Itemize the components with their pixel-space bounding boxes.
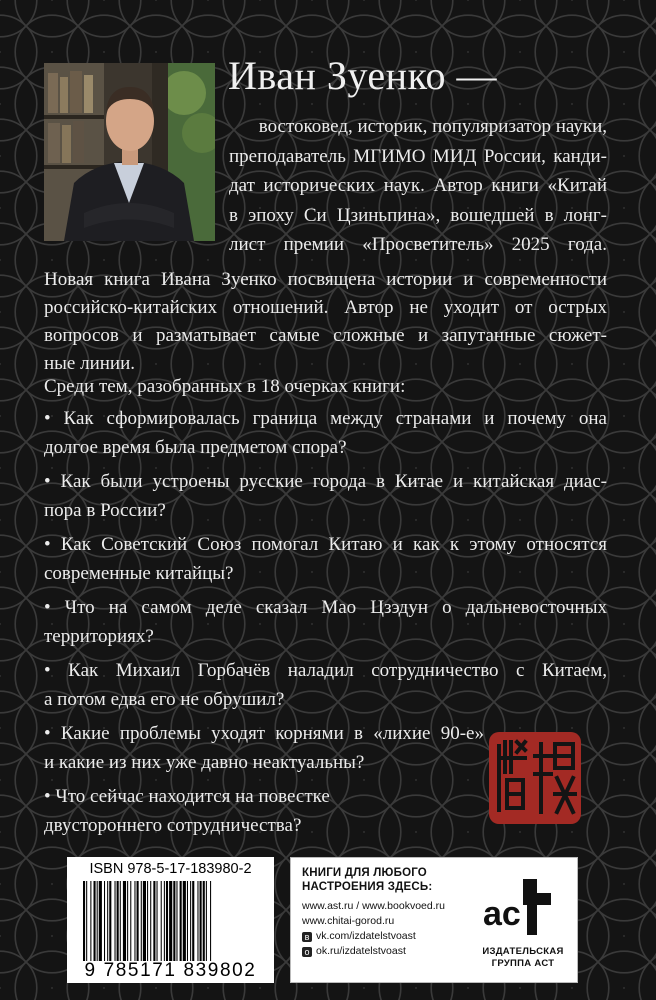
ast-logo-icon bbox=[481, 873, 561, 941]
bio-line: лист премии «Просветитель» 2025 года. bbox=[229, 234, 607, 255]
topic-item bbox=[44, 657, 607, 714]
topic-line: пора в России? bbox=[44, 499, 166, 521]
barcode-bar bbox=[203, 881, 205, 961]
topic-line: территориях? bbox=[44, 625, 154, 647]
topic-line: • Как Михаил Горбачёв наладил сотрудничество с Китаем, bbox=[44, 660, 607, 681]
barcode-bar bbox=[166, 881, 168, 961]
topics-heading: Среди тем, разобранных в 18 очерках книги: bbox=[44, 376, 406, 397]
barcode-bar bbox=[180, 881, 182, 961]
barcode-bar bbox=[99, 881, 102, 961]
topic-item bbox=[44, 720, 484, 777]
topic-line: современные китайцы? bbox=[44, 562, 234, 584]
bio-line: востоковед, историк, популяризатор науки, bbox=[258, 116, 607, 137]
promo-link[interactable]: www.ast.ru / www.bookvoed.ru bbox=[302, 900, 445, 912]
topic-item bbox=[44, 531, 607, 588]
barcode-bar bbox=[120, 881, 121, 961]
bio-line: преподаватель МГИМО МИД России, канди- bbox=[229, 145, 607, 167]
barcode-bar bbox=[210, 881, 211, 961]
barcode-bar bbox=[94, 881, 96, 961]
isbn-label: ISBN 978-5-17-183980-2 bbox=[89, 861, 252, 877]
intro-line: российско-китайских отношений. Автор не уходит от острых bbox=[44, 297, 607, 318]
topic-line: • Как были устроены русские города в Китае и китайская диас- bbox=[44, 471, 607, 492]
barcode-bar bbox=[104, 881, 105, 961]
promo-links bbox=[302, 899, 445, 959]
barcode-bar bbox=[147, 881, 148, 961]
isbn-barcode-block bbox=[67, 857, 274, 983]
bio-line: в эпоху Си Цзиньпина», вошедшей в лонг- bbox=[229, 204, 607, 226]
promo-link[interactable]: в vk.com/izdatelstvoast bbox=[302, 929, 445, 944]
topic-line: долгое время была предметом спора? bbox=[44, 436, 347, 458]
topic-line: • Как Советский Союз помогал Китаю и как к этому относятся bbox=[44, 534, 607, 555]
barcode-bar bbox=[200, 881, 202, 961]
barcode-bar bbox=[206, 881, 207, 961]
topic-item bbox=[44, 405, 607, 462]
author-photo bbox=[44, 63, 215, 241]
barcode-bar bbox=[157, 881, 158, 961]
intro-line: Новая книга Ивана Зуенко посвящена истории и современности bbox=[44, 269, 607, 290]
barcode-bar bbox=[164, 881, 165, 961]
topic-item bbox=[44, 783, 484, 840]
topic-line: • Как сформировалась граница между странами и почему она bbox=[44, 408, 607, 429]
publisher-name: ИЗДАТЕЛЬСКАЯ ГРУППА АСТ bbox=[482, 946, 564, 969]
topic-item bbox=[44, 594, 607, 651]
red-seal-stamp-icon bbox=[485, 728, 585, 828]
barcode-bar bbox=[107, 881, 108, 961]
ast-logo-text: ac bbox=[483, 895, 521, 933]
publisher-promo-block bbox=[290, 857, 578, 983]
promo-link[interactable]: о ok.ru/izdatelstvoast bbox=[302, 944, 445, 959]
barcode-bar bbox=[117, 881, 119, 961]
topic-line: • Что на самом деле сказал Мао Цзэдун о дальневосточных bbox=[44, 597, 607, 618]
topic-item bbox=[44, 468, 607, 525]
barcode-bar bbox=[187, 881, 188, 961]
barcode-bar bbox=[183, 881, 186, 961]
author-name: Иван Зуенко — bbox=[228, 53, 497, 98]
barcode-bar bbox=[150, 881, 151, 961]
barcode-bar bbox=[161, 881, 162, 961]
barcode-bar bbox=[109, 881, 111, 961]
barcode-bar bbox=[192, 881, 194, 961]
intro-line: ные линии. bbox=[44, 353, 136, 374]
topic-line: • Какие проблемы уходят корнями в «лихие 90-е» bbox=[44, 723, 484, 744]
ok-icon: о bbox=[302, 947, 312, 957]
barcode-bar bbox=[127, 881, 128, 961]
vk-icon: в bbox=[302, 932, 312, 942]
barcode-bar bbox=[86, 881, 87, 961]
barcode-bar bbox=[141, 881, 142, 961]
topic-line: и какие из них уже давно неактуальны? bbox=[44, 751, 365, 773]
barcode-bar bbox=[153, 881, 155, 961]
barcode-bar bbox=[190, 881, 191, 961]
barcode-bar bbox=[137, 881, 139, 961]
barcode-bar bbox=[130, 881, 131, 961]
topic-line: • Что сейчас находится на повестке bbox=[44, 786, 330, 807]
barcode-digits: 9 785171 839802 bbox=[84, 960, 257, 981]
barcode-bar bbox=[176, 881, 177, 961]
barcode-bar bbox=[134, 881, 135, 961]
barcode-bar bbox=[97, 881, 98, 961]
barcode-bar bbox=[83, 881, 85, 961]
barcode-bar bbox=[115, 881, 116, 961]
topic-line: а потом едва его не обрушил? bbox=[44, 688, 285, 710]
barcode-bar bbox=[123, 881, 126, 961]
barcode-bar bbox=[90, 881, 91, 961]
barcode bbox=[83, 881, 265, 961]
barcode-bar bbox=[143, 881, 146, 961]
barcode-bar bbox=[197, 881, 198, 961]
author-bio bbox=[229, 112, 607, 260]
bio-line: дат исторических наук. Автор книги «Китай bbox=[229, 175, 607, 196]
topic-line: двустороннего сотрудничества? bbox=[44, 814, 302, 836]
book-intro-paragraph bbox=[44, 266, 607, 378]
promo-link[interactable]: www.chitai-gorod.ru bbox=[302, 915, 395, 927]
promo-title: КНИГИ ДЛЯ ЛЮБОГО НАСТРОЕНИЯ ЗДЕСЬ: bbox=[302, 867, 433, 893]
barcode-bar bbox=[173, 881, 175, 961]
intro-line: вопросов и разматывает самые сложные и запутанные сюжет- bbox=[44, 325, 607, 346]
barcode-bar bbox=[169, 881, 172, 961]
